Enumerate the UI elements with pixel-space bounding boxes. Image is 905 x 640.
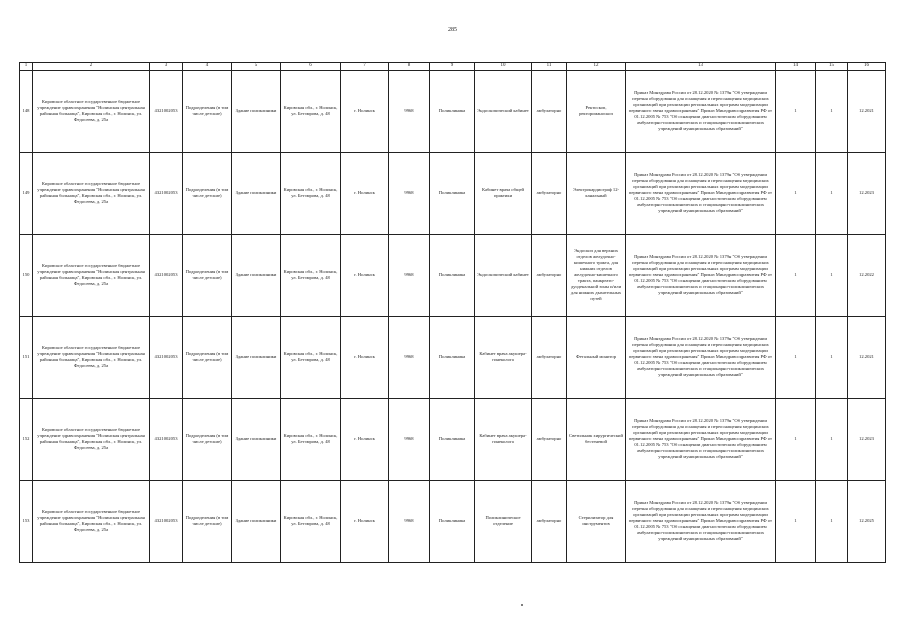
table-row: [20, 152, 886, 234]
date-cell: 12.2023: [848, 398, 886, 480]
department-cell: Поликлиника: [430, 316, 475, 398]
column-header: 7: [341, 63, 389, 71]
inn-cell: 4321002053: [150, 480, 183, 562]
column-header: 15: [816, 63, 848, 71]
column-header: 5: [232, 63, 281, 71]
building-cell: Здание поликлиники: [232, 398, 281, 480]
city-cell: г. Нолинск: [341, 316, 389, 398]
city-cell: г. Нолинск: [341, 152, 389, 234]
column-header: 1: [20, 63, 33, 71]
date-cell: 12.2021: [848, 70, 886, 152]
quantity-cell: 1: [816, 398, 848, 480]
equipment-cell: Стерилизатор для инструментов: [567, 480, 626, 562]
quantity-cell: 1: [816, 152, 848, 234]
department-cell: Поликлиника: [430, 480, 475, 562]
care-mode-cell: амбулаторно: [532, 234, 567, 316]
quantity-cell: 1: [776, 152, 816, 234]
address-cell: Кировская обл., г. Нолинск, ул. Бетэмрова, д. 48: [281, 152, 341, 234]
column-number-row: [20, 63, 886, 71]
table-row: [20, 70, 886, 152]
organization-cell: Кировское областное государственное бюджетное учреждение здравоохранения "Нолинская центральная районная больница", Кировская обл., г. Нолинск, ул. Федосеева, д. 25а: [33, 70, 150, 152]
table-row: [20, 234, 886, 316]
unit-cell: Подразделения (в том числе детские): [183, 152, 232, 234]
row-number-cell: 153: [20, 480, 33, 562]
equipment-register-table: [19, 62, 886, 563]
room-cell: Эндоскопический кабинет: [475, 70, 532, 152]
unit-cell: Подразделения (в том числе детские): [183, 398, 232, 480]
code-cell: 9968: [389, 152, 430, 234]
building-cell: Здание поликлиники: [232, 152, 281, 234]
date-cell: 12.2025: [848, 480, 886, 562]
organization-cell: Кировское областное государственное бюджетное учреждение здравоохранения "Нолинская центральная районная больница", Кировская обл., г. Нолинск, ул. Федосеева, д. 25а: [33, 480, 150, 562]
table-row: [20, 398, 886, 480]
table-row: [20, 480, 886, 562]
address-cell: Кировская обл., г. Нолинск, ул. Бетэмрова, д. 48: [281, 398, 341, 480]
code-cell: 9968: [389, 480, 430, 562]
row-number-cell: 149: [20, 152, 33, 234]
inn-cell: 4321002053: [150, 398, 183, 480]
column-header: 8: [389, 63, 430, 71]
column-header: 16: [848, 63, 886, 71]
address-cell: Кировская обл., г. Нолинск, ул. Бетэмрова, д. 48: [281, 316, 341, 398]
column-header: 11: [532, 63, 567, 71]
city-cell: г. Нолинск: [341, 480, 389, 562]
city-cell: г. Нолинск: [341, 398, 389, 480]
quantity-cell: 1: [776, 70, 816, 152]
row-number-cell: 150: [20, 234, 33, 316]
table-row: [20, 316, 886, 398]
building-cell: Здание поликлиники: [232, 70, 281, 152]
code-cell: 9968: [389, 70, 430, 152]
legal-basis-cell: Приказ Минздрава России от 28.12.2020 № 1379н "Об утверждении перечня оборудования для оснащения и переоснащения медицинских организаций при реализации региональных программ модернизации первичного звена здравоохранения" Приказ Минздравсоцразвития РФ от 01.12.2005 № 753 "Об оснащении диагностическим оборудованием амбулаторно-поликлинических и стационарно-поликлинических учреждений муниципальных образований": [626, 398, 776, 480]
code-cell: 9968: [389, 234, 430, 316]
date-cell: 12.2023: [848, 152, 886, 234]
column-header: 4: [183, 63, 232, 71]
department-cell: Поликлиника: [430, 398, 475, 480]
row-number-cell: 148: [20, 70, 33, 152]
row-number-cell: 151: [20, 316, 33, 398]
unit-cell: Подразделения (в том числе детские): [183, 234, 232, 316]
organization-cell: Кировское областное государственное бюджетное учреждение здравоохранения "Нолинская центральная районная больница", Кировская обл., г. Нолинск, ул. Федосеева, д. 25а: [33, 398, 150, 480]
code-cell: 9968: [389, 398, 430, 480]
room-cell: Кабинет врача акушера-гинеколога: [475, 398, 532, 480]
care-mode-cell: амбулаторно: [532, 398, 567, 480]
quantity-cell: 1: [776, 480, 816, 562]
equipment-cell: Ректоскоп, ректороманоскоп: [567, 70, 626, 152]
equipment-cell: Электрокардиограф 12-канальный: [567, 152, 626, 234]
organization-cell: Кировское областное государственное бюджетное учреждение здравоохранения "Нолинская центральная районная больница", Кировская обл., г. Нолинск, ул. Федосеева, д. 25а: [33, 152, 150, 234]
address-cell: Кировская обл., г. Нолинск, ул. Бетэмрова, д. 48: [281, 234, 341, 316]
building-cell: Здание поликлиники: [232, 480, 281, 562]
column-header: 14: [776, 63, 816, 71]
column-header: 12: [567, 63, 626, 71]
building-cell: Здание поликлиники: [232, 234, 281, 316]
building-cell: Здание поликлиники: [232, 316, 281, 398]
quantity-cell: 1: [816, 316, 848, 398]
legal-basis-cell: Приказ Минздрава России от 28.12.2020 № 1379н "Об утверждении перечня оборудования для оснащения и переоснащения медицинских организаций при реализации региональных программ модернизации первичного звена здравоохранения" Приказ Минздравсоцразвития РФ от 01.12.2005 № 753 "Об оснащении диагностическим оборудованием амбулаторно-поликлинических и стационарно-поликлинических учреждений муниципальных образований": [626, 316, 776, 398]
room-cell: Кабинет врача общей практики: [475, 152, 532, 234]
quantity-cell: 1: [776, 398, 816, 480]
inn-cell: 4321002053: [150, 234, 183, 316]
inn-cell: 4321002053: [150, 152, 183, 234]
organization-cell: Кировское областное государственное бюджетное учреждение здравоохранения "Нолинская центральная районная больница", Кировская обл., г. Нолинск, ул. Федосеева, д. 25а: [33, 316, 150, 398]
page-number: 285: [448, 27, 457, 33]
equipment-cell: Эндоскоп для верхних отделов желудочно-кишечного тракта, для нижних отделов желудочно-кишечного тракта, панкреато-дуоденальной зоны и/или для нижних дыхательных путей: [567, 234, 626, 316]
organization-cell: Кировское областное государственное бюджетное учреждение здравоохранения "Нолинская центральная районная больница", Кировская обл., г. Нолинск, ул. Федосеева, д. 25а: [33, 234, 150, 316]
column-header: 3: [150, 63, 183, 71]
legal-basis-cell: Приказ Минздрава России от 28.12.2020 № 1379н "Об утверждении перечня оборудования для оснащения и переоснащения медицинских организаций при реализации региональных программ модернизации первичного звена здравоохранения" Приказ Минздравсоцразвития РФ от 01.12.2005 № 753 "Об оснащении диагностическим оборудованием амбулаторно-поликлинических и стационарно-поликлинических учреждений муниципальных образований": [626, 152, 776, 234]
legal-basis-cell: Приказ Минздрава России от 28.12.2020 № 1379н "Об утверждении перечня оборудования для оснащения и переоснащения медицинских организаций при реализации региональных программ модернизации первичного звена здравоохранения" Приказ Минздравсоцразвития РФ от 01.12.2005 № 753 "Об оснащении диагностическим оборудованием амбулаторно-поликлинических и стационарно-поликлинических учреждений муниципальных образований": [626, 480, 776, 562]
quantity-cell: 1: [776, 316, 816, 398]
department-cell: Поликлиника: [430, 70, 475, 152]
equipment-cell: Фетальный монитор: [567, 316, 626, 398]
unit-cell: Подразделения (в том числе детские): [183, 480, 232, 562]
inn-cell: 4321002053: [150, 316, 183, 398]
care-mode-cell: амбулаторно: [532, 316, 567, 398]
quantity-cell: 1: [776, 234, 816, 316]
equipment-cell: Светильник хирургический бестеневой: [567, 398, 626, 480]
column-header: 13: [626, 63, 776, 71]
department-cell: Поликлиника: [430, 234, 475, 316]
quantity-cell: 1: [816, 480, 848, 562]
legal-basis-cell: Приказ Минздрава России от 28.12.2020 № 1379н "Об утверждении перечня оборудования для оснащения и переоснащения медицинских организаций при реализации региональных программ модернизации первичного звена здравоохранения" Приказ Минздравсоцразвития РФ от 01.12.2005 № 753 "Об оснащении диагностическим оборудованием амбулаторно-поликлинических и стационарно-поликлинических учреждений муниципальных образований": [626, 234, 776, 316]
column-header: 9: [430, 63, 475, 71]
room-cell: Поликлиническое отделение: [475, 480, 532, 562]
address-cell: Кировская обл., г. Нолинск, ул. Бетэмрова, д. 48: [281, 480, 341, 562]
care-mode-cell: амбулаторно: [532, 152, 567, 234]
date-cell: 12.2022: [848, 234, 886, 316]
row-number-cell: 152: [20, 398, 33, 480]
inn-cell: 4321002053: [150, 70, 183, 152]
department-cell: Поликлиника: [430, 152, 475, 234]
legal-basis-cell: Приказ Минздрава России от 28.12.2020 № 1379н "Об утверждении перечня оборудования для оснащения и переоснащения медицинских организаций при реализации региональных программ модернизации первичного звена здравоохранения" Приказ Минздравсоцразвития РФ от 01.12.2005 № 753 "Об оснащении диагностическим оборудованием амбулаторно-поликлинических и стационарно-поликлинических учреждений муниципальных образований": [626, 70, 776, 152]
column-header: 6: [281, 63, 341, 71]
column-header: 10: [475, 63, 532, 71]
city-cell: г. Нолинск: [341, 70, 389, 152]
quantity-cell: 1: [816, 70, 848, 152]
city-cell: г. Нолинск: [341, 234, 389, 316]
quantity-cell: 1: [816, 234, 848, 316]
address-cell: Кировская обл., г. Нолинск, ул. Бетэмрова, д. 48: [281, 70, 341, 152]
date-cell: 12.2021: [848, 316, 886, 398]
scan-mark: [521, 604, 523, 606]
room-cell: Эндоскопический кабинет: [475, 234, 532, 316]
care-mode-cell: амбулаторно: [532, 480, 567, 562]
unit-cell: Подразделения (в том числе детские): [183, 316, 232, 398]
code-cell: 9968: [389, 316, 430, 398]
column-header: 2: [33, 63, 150, 71]
care-mode-cell: амбулаторно: [532, 70, 567, 152]
unit-cell: Подразделения (в том числе детские): [183, 70, 232, 152]
room-cell: Кабинет врача акушера-гинеколога: [475, 316, 532, 398]
